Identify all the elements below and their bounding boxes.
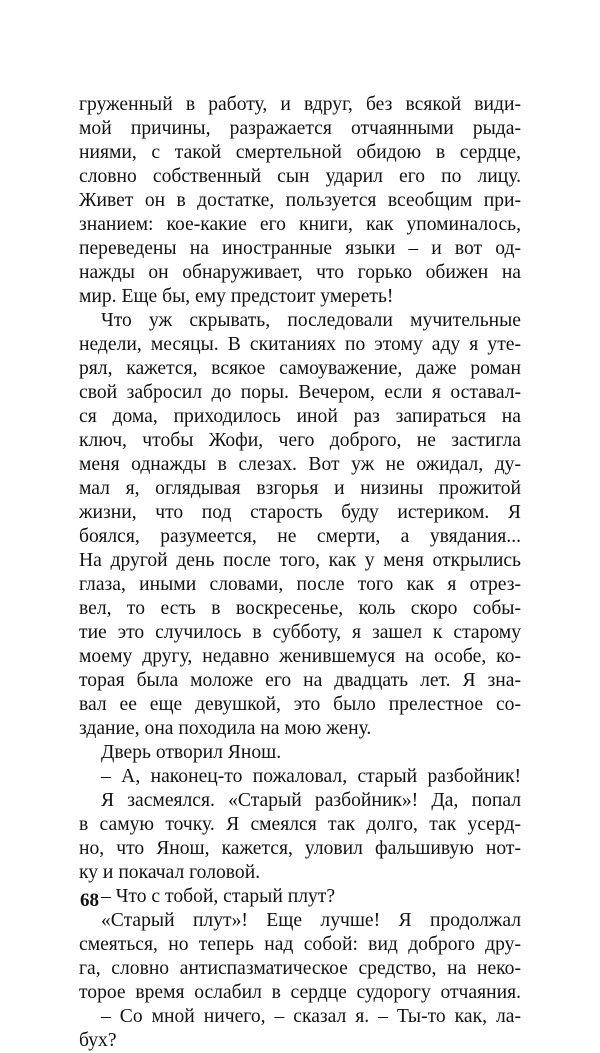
text-line: знанием: кое-какие его книги, как упоминалось, bbox=[79, 214, 521, 235]
text-line: здание, она походила на мою жену. bbox=[79, 718, 372, 739]
text-line: смеяться, но теперь над собой: вид доброго дру- bbox=[79, 934, 521, 955]
text-line: словно собственный сын ударил его по лицу. bbox=[79, 166, 521, 187]
text-line: бух? bbox=[79, 1030, 117, 1051]
text-line: тие это случилось в субботу, я зашел к старому bbox=[79, 622, 521, 643]
text-line: переведены на иностранные языки – и вот од- bbox=[79, 238, 521, 259]
dialogue-line: – Со мной ничего, – сказал я. – Ты-то как, ла- bbox=[101, 1006, 521, 1027]
text-line: свой забросил до поры. Вечером, если я оставал- bbox=[79, 382, 521, 403]
text-line: мир. Еще бы, ему предстоит умереть! bbox=[79, 286, 394, 307]
paragraph-start-line: Я засмеялся. «Старый разбойник»! Да, попал bbox=[101, 790, 521, 811]
text-line: ключ, чтобы Жофи, чего доброго, не застигла bbox=[79, 430, 521, 451]
text-line: торое время ослабил в сердце судорогу отчаяния. bbox=[79, 982, 521, 1003]
text-line: но, что Янош, кажется, уловил фальшивую нот- bbox=[79, 838, 521, 859]
text-line: Живет он в достатке, пользуется всеобщим при- bbox=[79, 190, 521, 211]
body-text bbox=[79, 93, 521, 1053]
text-line: ку и покачал головой. bbox=[79, 862, 261, 883]
text-line: торая была моложе его на двадцать лет. Я зна- bbox=[79, 670, 521, 691]
paragraph-start-line: Дверь отворил Янош. bbox=[101, 742, 282, 763]
dialogue-line: – А, наконец-то пожаловал, старый разбойник! bbox=[101, 766, 521, 787]
text-line: моему другу, недавно женившемуся на особе, ко- bbox=[79, 646, 521, 667]
text-line: груженный в работу, и вдруг, без всякой види- bbox=[79, 94, 521, 115]
text-line: ся дома, приходилось иной раз запираться на bbox=[79, 406, 521, 427]
text-line: недели, месяцы. В скитаниях по этому аду я уте- bbox=[79, 334, 521, 355]
paragraph-start-line: Что уж скрывать, последовали мучительные bbox=[101, 310, 521, 331]
text-line: мой причины, разражается отчаянными рыда- bbox=[79, 118, 521, 139]
text-line: глаза, иными словами, после того как я отрез- bbox=[79, 574, 521, 595]
text-line: жизни, что под старость буду истериком. Я bbox=[79, 502, 521, 523]
text-line: вел, то есть в воскресенье, коль скоро собы- bbox=[79, 598, 521, 619]
text-line: в самую точку. Я смеялся так долго, так усерд- bbox=[79, 814, 521, 835]
text-line: вал ее еще девушкой, это было прелестное со- bbox=[79, 694, 521, 715]
text-line: меня однажды в слезах. Вот уж не ожидал, ду- bbox=[79, 454, 521, 475]
text-line: рял, кажется, всякое самоуважение, даже роман bbox=[79, 358, 521, 379]
text-line: боялся, разумеется, не смерти, а увядания... bbox=[79, 526, 521, 547]
text-line: ниями, с такой смертельной обидою в сердце, bbox=[79, 142, 521, 163]
text-line: га, словно антиспазматическое средство, на неко- bbox=[79, 958, 521, 979]
text-line: нажды он обнаруживает, что горько обижен на bbox=[79, 262, 521, 283]
text-line: На другой день после того, как у меня открылись bbox=[79, 550, 521, 571]
text-line: мал я, оглядывая взгорья и низины прожитой bbox=[79, 478, 521, 499]
paragraph-start-line: «Старый плут»! Еще лучше! Я продолжал bbox=[101, 910, 521, 931]
page-number: 68 bbox=[80, 890, 99, 911]
dialogue-line: – Что с тобой, старый плут? bbox=[101, 886, 336, 907]
